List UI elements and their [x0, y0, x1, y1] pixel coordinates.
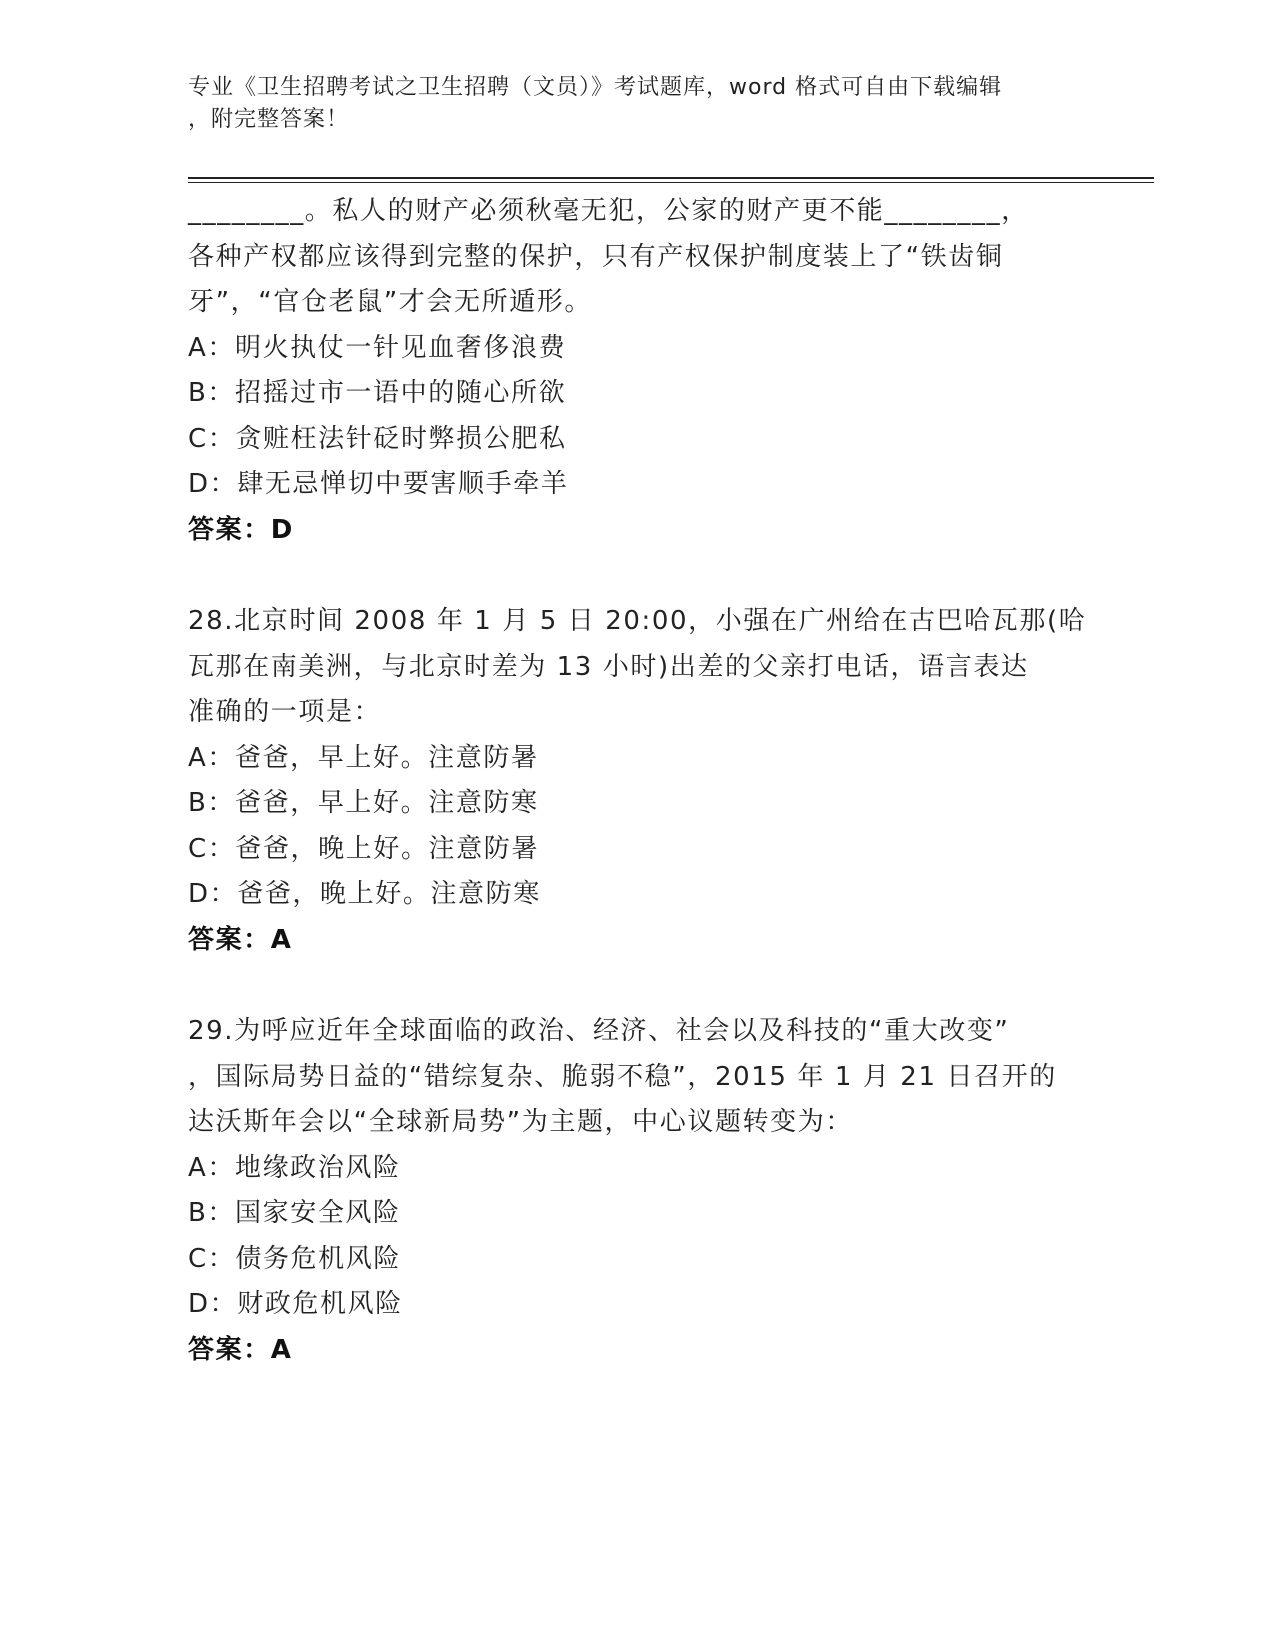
header-line-1: 专业《卫生招聘考试之卫生招聘（文员）》考试题库，word 格式可自由下载编辑	[188, 75, 1003, 100]
question-29	[188, 1009, 1128, 1373]
answer-label: 答案：D	[188, 514, 294, 545]
document-header	[188, 72, 1088, 136]
answer-label: 答案：A	[188, 924, 293, 955]
question-stem-line: 达沃斯年会以“全球新局势”为主题，中心议题转变为：	[188, 1107, 853, 1137]
question-28	[188, 599, 1128, 963]
question-27	[188, 189, 1128, 553]
question-stem-line: 瓦那在南美洲，与北京时差为 13 小时)出差的父亲打电话，语言表达	[188, 651, 1029, 682]
question-stem-line: 牙”，“官仓老鼠”才会无所遁形。	[188, 287, 593, 317]
header-divider-thick	[188, 177, 1154, 179]
option-c: C：贪赃枉法针砭时弊损公肥私	[188, 423, 567, 454]
option-b: B：招摇过市一语中的随心所欲	[188, 378, 567, 408]
option-d: D：肆无忌惮切中要害顺手牵羊	[188, 469, 569, 499]
question-stem-line: 各种产权都应该得到完整的保护，只有产权保护制度装上了“铁齿铜	[188, 241, 1004, 272]
option-b: B：爸爸，早上好。注意防寒	[188, 788, 539, 818]
option-b: B：国家安全风险	[188, 1198, 401, 1228]
question-spacer	[188, 963, 1128, 1009]
header-divider-thin	[188, 182, 1154, 183]
option-d: D：爸爸，晚上好。注意防寒	[188, 879, 541, 909]
question-spacer	[188, 553, 1128, 599]
option-a: A：明火执仗一针见血奢侈浪费	[188, 332, 567, 363]
question-list	[188, 189, 1128, 1373]
option-c: C：债务危机风险	[188, 1243, 401, 1274]
question-stem-line: 准确的一项是：	[188, 697, 382, 727]
answer-label: 答案：A	[188, 1334, 293, 1365]
option-a: A：地缘政治风险	[188, 1152, 401, 1183]
question-stem-line: ，国际局势日益的“错综复杂、脆弱不稳”，2015 年 1 月 21 日召开的	[188, 1061, 1057, 1092]
question-stem-line: 28.北京时间 2008 年 1 月 5 日 20:00，小强在广州给在古巴哈瓦那(哈	[188, 606, 1087, 636]
option-c: C：爸爸，晚上好。注意防暑	[188, 833, 539, 864]
header-line-2: ，附完整答案！	[188, 107, 350, 132]
question-stem-line: ________。私人的财产必须秋毫无犯，公家的财产更不能________，	[188, 196, 1029, 226]
option-d: D：财政危机风险	[188, 1289, 403, 1319]
question-stem-line: 29.为呼应近年全球面临的政治、经济、社会以及科技的“重大改变”	[188, 1016, 1010, 1046]
option-a: A：爸爸，早上好。注意防暑	[188, 742, 539, 773]
